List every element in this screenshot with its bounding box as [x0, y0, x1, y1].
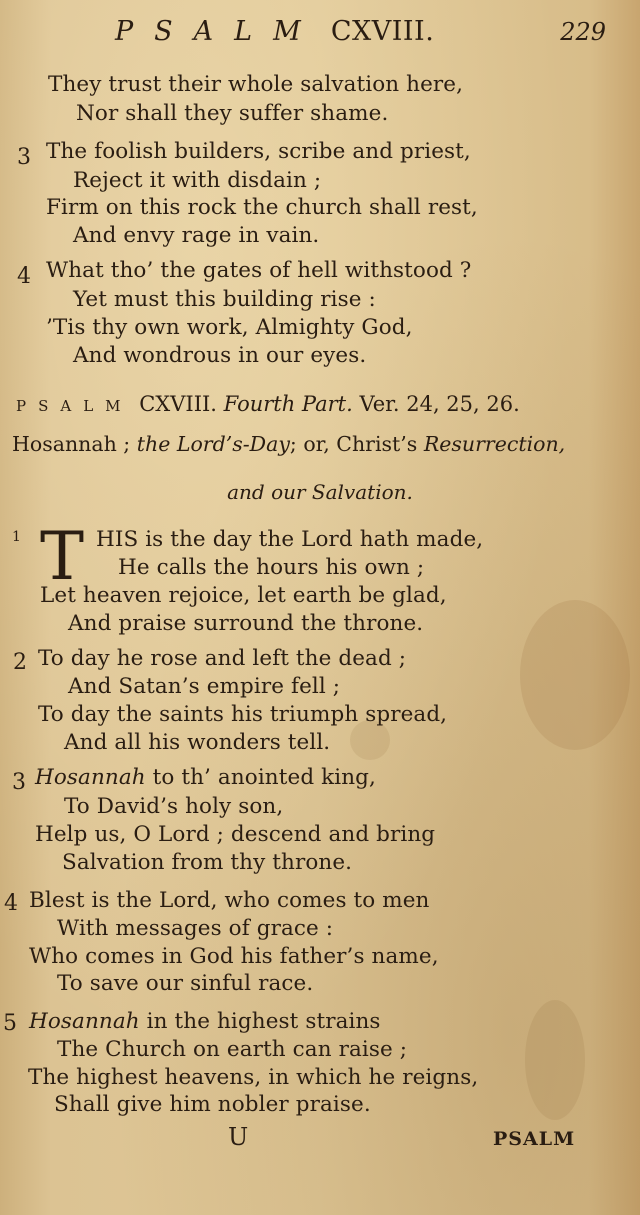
verse-line: And all his wonders tell.	[64, 730, 331, 755]
page-number: 229	[560, 18, 606, 46]
verse-line: What tho’ the gates of hell withstood ?	[46, 258, 472, 283]
catchword: PSALM	[493, 1128, 576, 1150]
signature-mark: U	[228, 1123, 249, 1151]
verse-line: Yet must this building rise :	[73, 287, 376, 312]
section-psalm-word: PSALM	[16, 397, 133, 415]
verse-line	[29, 1011, 381, 1033]
verse-line: Shall give him nobler praise.	[54, 1092, 371, 1117]
paper-stain	[525, 1000, 585, 1120]
section-subtitle	[12, 434, 565, 455]
section-verses: Ver. 24, 25, 26.	[359, 392, 520, 416]
verse-line: And envy rage in vain.	[73, 223, 320, 248]
verse-line: The highest heavens, in which he reigns,	[28, 1065, 479, 1090]
verse-number: 1	[12, 529, 21, 545]
verse-line: Let heaven rejoice, let earth be glad,	[40, 583, 447, 608]
verse-line: And praise surround the throne.	[68, 611, 424, 636]
subtitle-part: ; or, Christ’s	[289, 432, 418, 456]
section-heading	[16, 394, 520, 415]
verse-line: He calls the hours his own ;	[118, 555, 425, 580]
verse-line: Help us, O Lord ; descend and bring	[35, 822, 436, 847]
verse-number: 4	[4, 891, 18, 916]
verse-number: 4	[17, 264, 31, 289]
verse-lead-italic: Hosannah	[35, 765, 146, 790]
verse-line	[35, 767, 376, 789]
verse-line-rest: to th’ anointed king,	[145, 765, 376, 790]
page-header	[0, 16, 640, 56]
verse-line: Nor shall they suffer shame.	[76, 101, 389, 126]
verse-line: ’Tis thy own work, Almighty God,	[46, 315, 413, 340]
verse-line: With messages of grace :	[57, 916, 334, 941]
section-numeral: CXVIII.	[139, 392, 217, 416]
subtitle-part: Hosannah ;	[12, 432, 131, 456]
verse-line: Reject it with disdain ;	[73, 168, 322, 193]
verse-number: 3	[17, 145, 31, 170]
verse-number: 5	[3, 1011, 17, 1036]
verse-line: And wondrous in our eyes.	[73, 343, 367, 368]
verse-line: Salvation from thy throne.	[62, 850, 353, 875]
verse-line: To day he rose and left the dead ;	[38, 646, 407, 671]
verse-number: 3	[12, 770, 26, 795]
verse-line-rest: in the highest strains	[139, 1009, 381, 1034]
verse-line: The foolish builders, scribe and priest,	[46, 139, 471, 164]
verse-line: To David’s holy son,	[64, 794, 284, 819]
verse-line: Firm on this rock the church shall rest,	[46, 195, 478, 220]
verse-line: Who comes in God his father’s name,	[29, 944, 439, 969]
subtitle-part: Resurrection,	[423, 432, 566, 456]
verse-line: And Satan’s empire fell ;	[68, 674, 341, 699]
verse-line: HIS is the day the Lord hath made,	[96, 527, 484, 552]
drop-cap: T	[40, 518, 85, 595]
verse-lead-italic: Hosannah	[29, 1009, 140, 1034]
verse-line: To day the saints his triumph spread,	[38, 702, 448, 727]
section-part: Fourth Part.	[223, 392, 353, 416]
verse-line: Blest is the Lord, who comes to men	[29, 888, 430, 913]
verse-line: They trust their whole salvation here,	[48, 72, 464, 97]
section-subtitle-line2: and our Salvation.	[227, 480, 413, 504]
running-head-word: PSALM	[115, 16, 322, 47]
subtitle-part: the Lord’s-Day	[136, 432, 290, 456]
running-head-numeral: CXVIII.	[330, 16, 435, 47]
verse-line: The Church on earth can raise ;	[57, 1037, 408, 1062]
paper-stain	[520, 600, 630, 750]
verse-number: 2	[13, 650, 27, 675]
running-head	[115, 16, 434, 47]
verse-line: To save our sinful race.	[57, 971, 314, 996]
